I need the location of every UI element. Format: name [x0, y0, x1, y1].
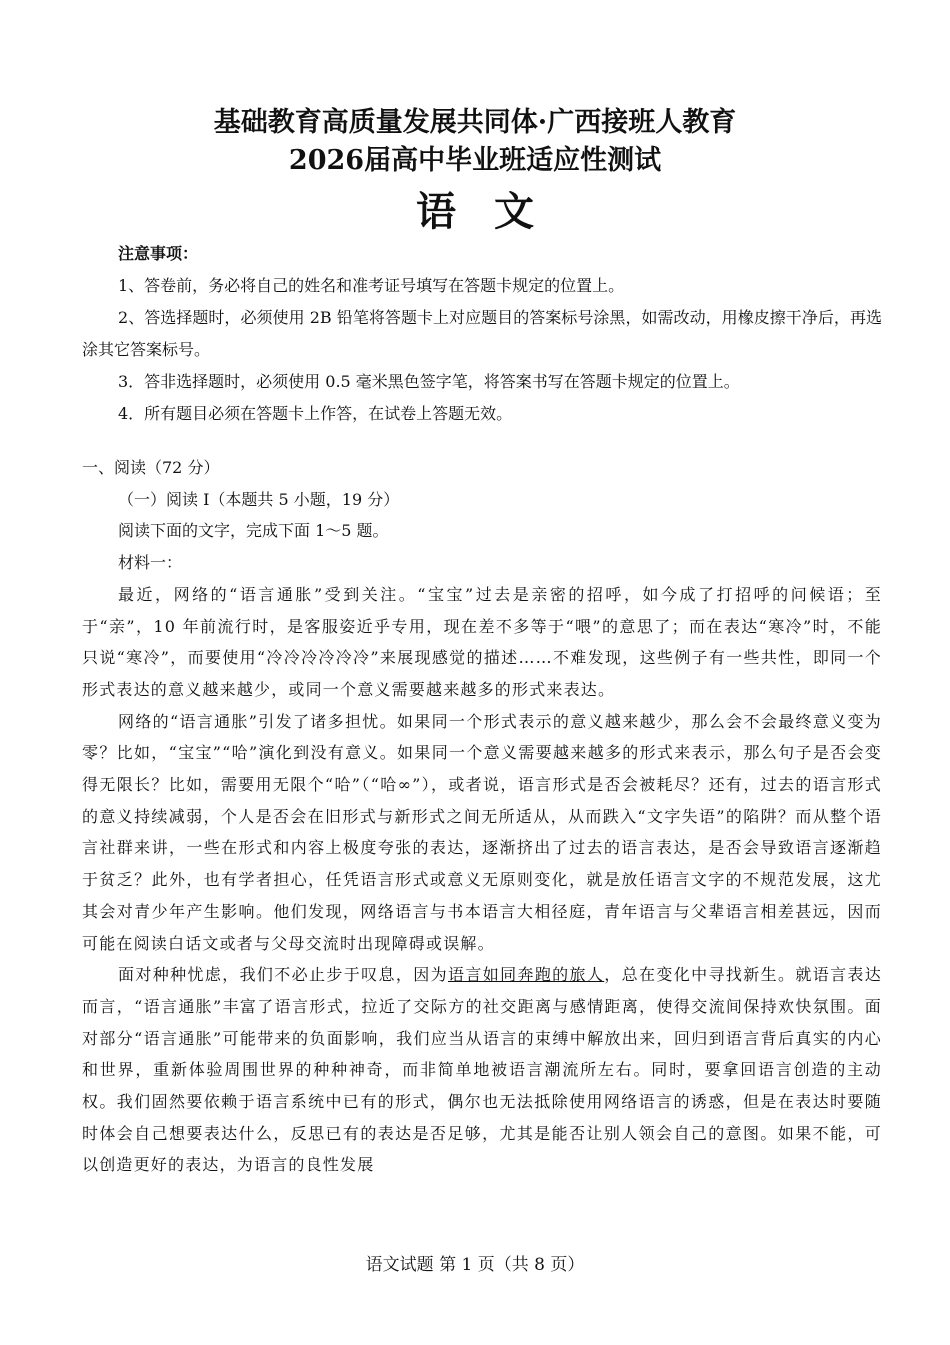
notice-item: 1、答卷前，务必将自己的姓名和准考证号填写在答题卡规定的位置上。: [118, 276, 625, 295]
underlined-phrase: 语言如同奔跑的旅人: [447, 965, 605, 985]
notice-item: 4．所有题目必须在答题卡上作答，在试卷上答题无效。: [118, 404, 513, 423]
notices-title: 注意事项：: [118, 244, 199, 263]
paragraph-3-rest: ，总在变化中寻找新生。就语言表达而言，“语言通胀”丰富了语言形式，拉近了交际方的社交距离与感情距离，使得交流间保持欢快氛围。面对部分“语言通胀”可能带来的负面影响，我们应当从语言的束缚中解放出来，回归到语言背后真实的内心和世界，重新体验周围世界的种种神奇，而非简单地被语言潮流所左右。同时，要拿回语言创造的主动权。我们固然要依赖于语言系统中已有的形式，偶尔也无法抵除使用网络语言的诱惑，但是在表达时要随时体会自己想要表达什么，反思已有的表达是否足够，尤其是能否让别人领会自己的意图。如果不能，可以创造更好的表达，为语言的良性发展: [82, 965, 882, 1175]
subject-title: 语文: [416, 188, 572, 235]
material-label: 材料一：: [118, 553, 183, 573]
page-footer: 语文试题 第 1 页（共 8 页）: [365, 1255, 585, 1275]
reading-section: [82, 452, 882, 1181]
notice-item: 2、答选择题时，必须使用 2B 铅笔将答题卡上对应题目的答案标号涂黑，如需改动，用橡皮擦干净后，再选涂其它答案标号。: [82, 308, 882, 359]
material-paragraph-2: 网络的“语言通胀”引发了诸多担忧。如果同一个形式表示的意义越来越少，那么会不会最终意义变为零？比如，“宝宝”“哈”演化到没有意义。如果同一个意义需要越来越多的形式来表示，那么句子是否会变得无限长？比如，需要用无限个“哈”（“哈∞”），或者说，语言形式是否会被耗尽？还有，过去的语言形式的意义持续减弱，个人是否会在旧形式与新形式之间无所适从，从而跌入“文字失语”的陷阱？而从整个语言社群来讲，一些在形式和内容上极度夸张的表达，逐渐挤出了过去的语言表达，是否会导致语言逐渐趋于贫乏？此外，也有学者担心，任凭语言形式或意义无原则变化，就是放任语言文字的不规范发展，这尤其会对青少年产生影响。他们发现，网络语言与书本语言大相径庭，青年语言与父辈语言相差甚远，因而可能在阅读白话文或者与父母交流时出现障碍或误解。: [82, 711, 882, 953]
exam-name-title: 2026届高中毕业班适应性测试: [288, 145, 662, 176]
reading-instruction: 阅读下面的文字，完成下面 1～5 题。: [118, 521, 389, 541]
paragraph-3-start: 面对种种忧虑，我们不必止步于叹息，因为: [118, 965, 448, 985]
material-paragraph-1: 最近，网络的“语言通胀”受到关注。“宝宝”过去是亲密的招呼，如今成了打招呼的问候语；至于“亲”，10 年前流行时，是客服姿近乎专用，现在差不多等于“喂”的意思了；而在表达“寒冷”时，不能只说“寒冷”，而要使用“冷冷冷冷冷冷”来展现感觉的描述……不难发现，这些例子有一些共性，即同一个形式表达的意义越来越少，或同一个意义需要越来越多的形式来表达。: [82, 584, 882, 699]
subsection-title: （一）阅读 I（本题共 5 小题，19 分）: [118, 489, 400, 509]
section-title: 一、阅读（72 分）: [82, 458, 220, 477]
notices-block: [82, 238, 882, 430]
exam-organizer-title: 基础教育高质量发展共同体·广西接班人教育: [213, 107, 737, 138]
notice-item: 3．答非选择题时，必须使用 0.5 毫米黑色签字笔，将答案书写在答题卡规定的位置上。: [118, 372, 740, 391]
material-paragraph-3: [82, 959, 882, 1181]
